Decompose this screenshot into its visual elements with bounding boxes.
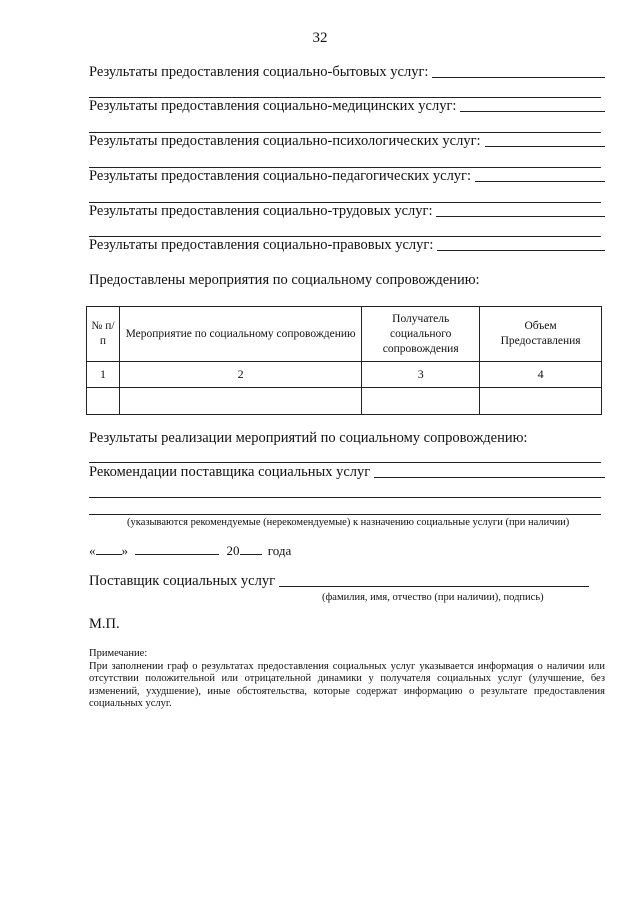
table-cell-empty[interactable] bbox=[119, 388, 361, 415]
result-line-social-household bbox=[89, 64, 605, 81]
header-volume: Объем Предоставления bbox=[480, 307, 602, 362]
fill-line[interactable] bbox=[374, 476, 605, 478]
day-field[interactable] bbox=[96, 542, 122, 555]
fill-line[interactable] bbox=[432, 76, 605, 78]
close-quote: » bbox=[121, 543, 128, 558]
stamp-place: М.П. bbox=[89, 616, 120, 632]
fill-line[interactable] bbox=[475, 180, 605, 182]
continuation-line[interactable] bbox=[89, 514, 601, 515]
open-quote: « bbox=[89, 543, 96, 558]
note-block bbox=[89, 648, 605, 711]
result-label: Результаты предоставления социально-педагогических услуг: bbox=[89, 168, 472, 184]
fill-line[interactable] bbox=[437, 249, 605, 251]
result-label: Результаты предоставления социально-правовых услуг: bbox=[89, 237, 434, 253]
result-label: Результаты предоставления социально-бытовых услуг: bbox=[89, 64, 429, 80]
header-recipient: Получатель социального сопровождения bbox=[362, 307, 480, 362]
result-line-social-labor bbox=[89, 203, 605, 220]
fill-line[interactable] bbox=[485, 145, 605, 147]
continuation-line[interactable] bbox=[89, 462, 601, 463]
measures-heading: Предоставлены мероприятия по социальному сопровождению: bbox=[89, 272, 480, 288]
column-number-4: 4 bbox=[480, 362, 602, 388]
table-cell-empty[interactable] bbox=[362, 388, 480, 415]
result-line-social-pedagogical bbox=[89, 168, 605, 185]
column-number-2: 2 bbox=[119, 362, 361, 388]
recommendations-caption: (указываются рекомендуемые (нерекомендуемые) к назначению социальные услуги (при наличии) bbox=[127, 517, 570, 528]
year-prefix: 20 bbox=[226, 543, 240, 558]
result-label: Результаты предоставления социально-психологических услуг: bbox=[89, 133, 481, 149]
note-title: Примечание: bbox=[89, 648, 148, 659]
column-number-1: 1 bbox=[87, 362, 120, 388]
page-number: 32 bbox=[312, 30, 328, 46]
result-line-social-psychological bbox=[89, 133, 605, 150]
result-line-social-medical bbox=[89, 98, 605, 115]
note-text: При заполнении граф о результатах предоставления социальных услуг указывается информация о наличии или отсутствии положительной или отрицательной динамики у получателя социальных услуг (улучшение, без изменений, ухудшение), иные обстоятельства, которые содержат информацию о результате предоставления социальных услуг. bbox=[89, 660, 605, 709]
header-number: № п/п bbox=[87, 307, 120, 362]
measures-results-heading: Результаты реализации мероприятий по социальному сопровождению: bbox=[89, 430, 528, 446]
month-field[interactable] bbox=[135, 542, 219, 555]
date-line bbox=[89, 542, 291, 559]
table-cell-empty[interactable] bbox=[87, 388, 120, 415]
fill-line[interactable] bbox=[460, 110, 605, 112]
header-measure: Мероприятие по социальному сопровождению bbox=[119, 307, 361, 362]
year-suffix: года bbox=[267, 543, 292, 558]
result-line-social-legal bbox=[89, 237, 605, 254]
year-field[interactable] bbox=[240, 542, 262, 555]
fill-line[interactable] bbox=[436, 215, 605, 217]
continuation-line[interactable] bbox=[89, 497, 601, 498]
fill-line[interactable] bbox=[279, 585, 589, 587]
column-number-3: 3 bbox=[362, 362, 480, 388]
table-cell-empty[interactable] bbox=[480, 388, 602, 415]
result-label: Результаты предоставления социально-трудовых услуг: bbox=[89, 203, 433, 219]
provider-label: Поставщик социальных услуг bbox=[89, 573, 276, 589]
measures-table bbox=[86, 306, 602, 415]
recommendations-label: Рекомендации поставщика социальных услуг bbox=[89, 464, 371, 480]
provider-line bbox=[89, 573, 589, 590]
provider-caption: (фамилия, имя, отчество (при наличии), подпись) bbox=[322, 592, 544, 603]
recommendations-line bbox=[89, 464, 605, 481]
result-label: Результаты предоставления социально-медицинских услуг: bbox=[89, 98, 457, 114]
